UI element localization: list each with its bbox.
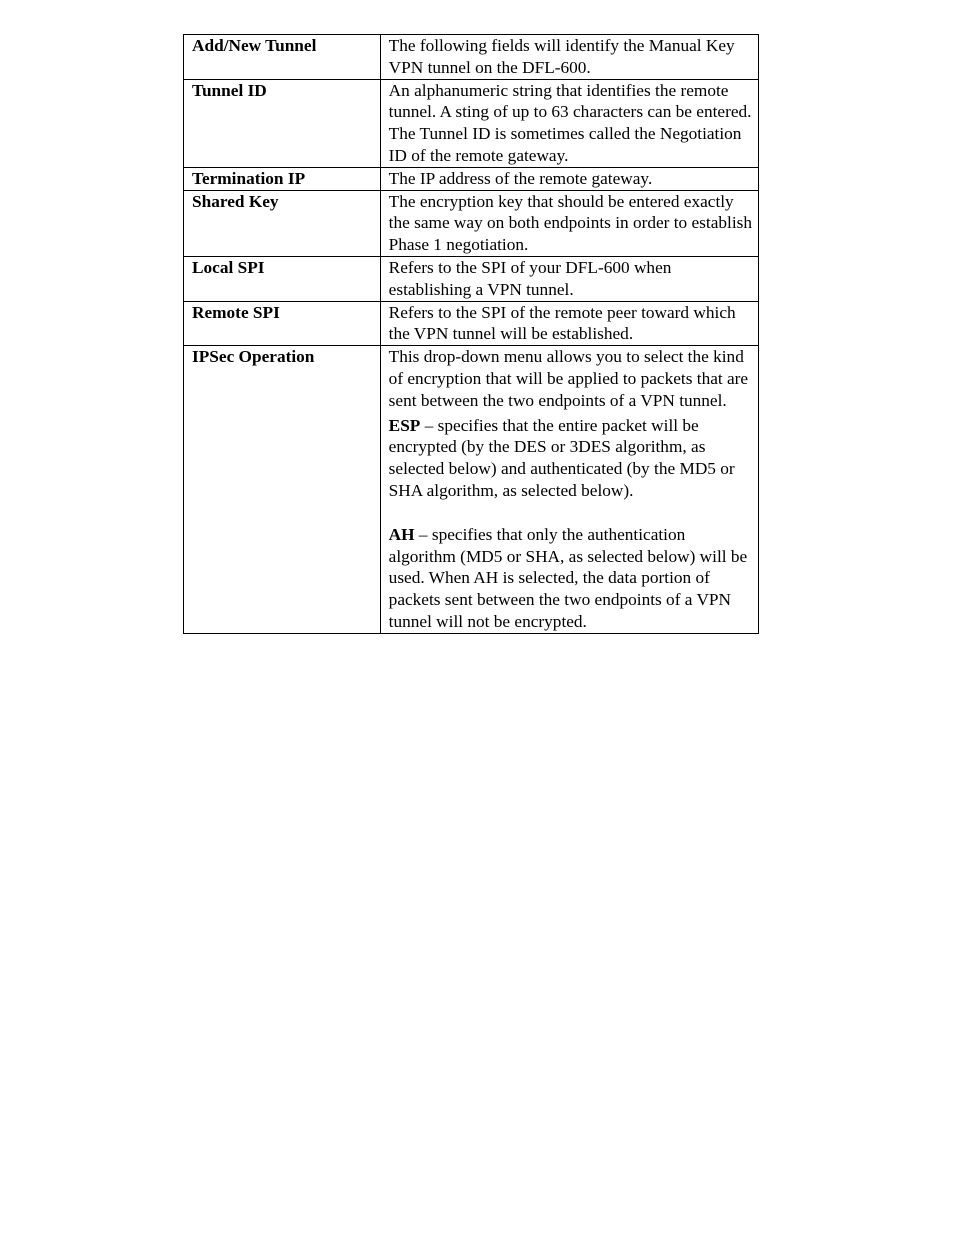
description-cell: Refers to the SPI of your DFL-600 when establishing a VPN tunnel.	[380, 256, 758, 301]
paragraph-spacer	[389, 502, 752, 524]
description-cell: The following fields will identify the Manual Key VPN tunnel on the DFL-600.	[380, 35, 758, 80]
term-cell: Local SPI	[184, 256, 381, 301]
term-cell: Termination IP	[184, 167, 381, 190]
table-row	[184, 346, 759, 634]
description-cell: The IP address of the remote gateway.	[380, 167, 758, 190]
description-cell: Refers to the SPI of the remote peer toward which the VPN tunnel will be established.	[380, 301, 758, 346]
table-row	[184, 79, 759, 167]
table-row	[184, 256, 759, 301]
definition-table	[183, 34, 759, 634]
table-row	[184, 301, 759, 346]
table-row	[184, 35, 759, 80]
term-cell: Add/New Tunnel	[184, 35, 381, 80]
ah-keyword: AH	[388, 524, 415, 544]
term-cell: IPSec Operation	[184, 346, 381, 634]
term-cell: Remote SPI	[184, 301, 381, 346]
table-row	[184, 190, 759, 256]
term-cell: Tunnel ID	[184, 79, 381, 167]
description-cell	[380, 346, 758, 634]
esp-paragraph	[389, 415, 752, 502]
ah-paragraph	[389, 524, 752, 633]
esp-keyword: ESP	[388, 415, 421, 435]
document-page	[183, 34, 759, 634]
esp-description: – specifies that the entire packet will be encrypted (by the DES or 3DES algorithm, as selected below) and authenticated (by the MD5 or SHA algorithm, as selected below).	[388, 415, 735, 500]
table-row	[184, 167, 759, 190]
description-cell: An alphanumeric string that identifies the remote tunnel. A sting of up to 63 characters can be entered. The Tunnel ID is sometimes called the Negotiation ID of the remote gateway.	[380, 79, 758, 167]
ipsec-intro-text: This drop-down menu allows you to select the kind of encryption that will be applied to packets that are sent between the two endpoints of a VPN tunnel.	[388, 347, 749, 410]
ah-description: – specifies that only the authentication algorithm (MD5 or SHA, as selected below) will be used. When AH is selected, the data portion of packets sent between the two endpoints of a VPN tunnel will not be encrypted.	[388, 524, 748, 631]
description-cell: The encryption key that should be entered exactly the same way on both endpoints in order to establish Phase 1 negotiation.	[380, 190, 758, 256]
term-cell: Shared Key	[184, 190, 381, 256]
